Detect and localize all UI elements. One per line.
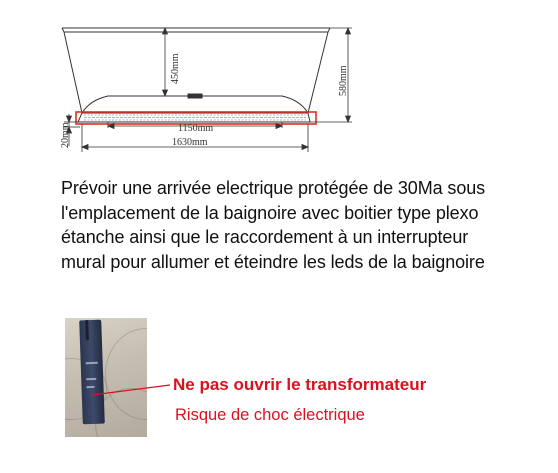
dimension-20-label: 20mm [60,122,71,148]
note-line: Prévoir une arrivée electrique protégée de 30Ma sous [61,178,486,198]
dimension-1150-label: 1150mm [178,123,214,134]
dimension-580-label: 580mm [338,65,349,96]
note-line: l'emplacement de la baignoire avec boitier type plexo [61,202,479,223]
warning-subtitle: Risque de choc électrique [175,406,365,424]
dimension-1630-label: 1630mm [172,137,208,148]
note-line: étanche ainsi que le raccordement à un interrupteur [61,227,469,247]
dimension-450-label: 450mm [170,53,181,84]
warning-title: Ne pas ouvrir le transformateur [173,375,427,394]
note-line: mural pour allumer et éteindre les leds de la baignoire [61,251,485,272]
